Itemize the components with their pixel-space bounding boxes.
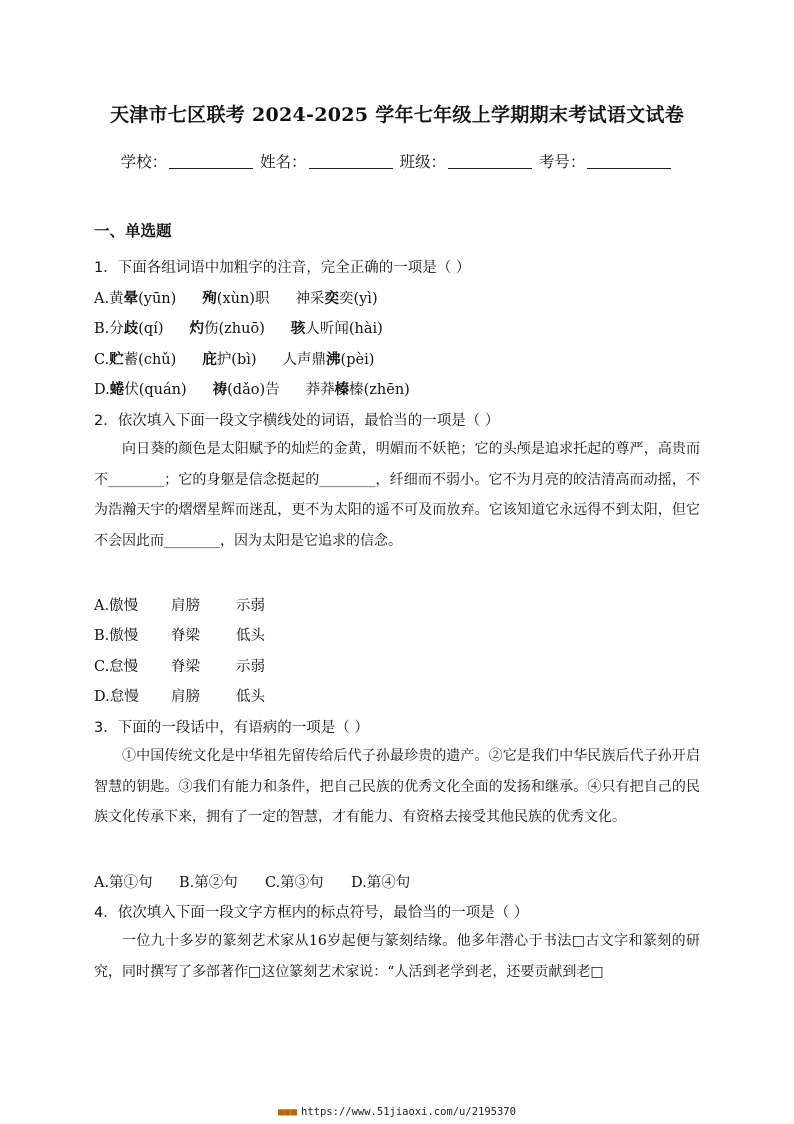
site-logo-icon: ■■■ (278, 1106, 298, 1118)
q4-passage: 一位九十多岁的篆刻艺术家从16岁起便与篆刻结缘。他多年潜心于书法□古文字和篆刻的研究，同时撰写了多部著作□这位篆刻艺术家说：“人活到老学到老，还要贡献到老□ (94, 933, 700, 980)
page-footer (0, 1106, 794, 1118)
q2-option-d (94, 685, 265, 706)
exam-no-blank[interactable] (587, 153, 671, 169)
q2d-word1: D.怠慢 (94, 689, 139, 705)
q1c-text: 人声鼎 (282, 352, 327, 368)
q3-option-b: B.第②句 (179, 875, 238, 891)
school-blank[interactable] (169, 153, 253, 169)
q1-stem: 1．下面各组词语中加粗字的注音，完全正确的一项是（ ） (94, 260, 471, 276)
q2d-word2: 肩膀 (171, 689, 200, 705)
q2b-word3: 低头 (236, 628, 265, 644)
q1c-bold: 沸 (326, 351, 341, 368)
q1a-text: (xùn)职 (216, 291, 270, 307)
q1d-bold: 蜷 (109, 381, 125, 398)
q2-option-a (94, 594, 265, 615)
q3-options (94, 871, 410, 892)
q3-option-a: A.第①句 (94, 875, 153, 891)
class-blank[interactable] (448, 153, 532, 169)
q1a-bold: 奕 (324, 290, 339, 307)
page-title: 天津市七区联考 2024-2025 学年七年级上学期期末考试语文试卷 (109, 104, 685, 126)
q1b-bold: 灼 (189, 320, 204, 337)
q1c-bold: 贮 (109, 351, 124, 368)
q3-passage: ①中国传统文化是中华祖先留传给后代子孙最珍贵的遗产。②它是我们中华民族后代子孙开启智慧的钥匙。③我们有能力和条件，把自己民族的优秀文化全面的发扬和继承。④只有把自己的民族文化传承下来，拥有了一定的智慧，才有能力、有资格去接受其他民族的优秀文化。 (94, 748, 700, 825)
name-blank[interactable] (309, 153, 393, 169)
q2-stem: 2．依次填入下面一段文字横线处的词语，最恰当的一项是（ ） (94, 413, 500, 429)
q1a-text: A.黄 (94, 291, 124, 307)
q1-option-b (94, 317, 383, 338)
q4-stem: 4．依次填入下面一段文字方框内的标点符号，最恰当的一项是（ ） (94, 905, 529, 921)
q1a-text: 奕(yì) (338, 291, 378, 307)
footer-url-link[interactable]: https://www.51jiaoxi.com/u/2195370 (301, 1106, 516, 1118)
q1b-text: (qí) (138, 321, 164, 337)
school-label: 学校： (120, 153, 168, 171)
q2-option-b (94, 624, 265, 645)
q1a-text: (yūn) (138, 291, 177, 307)
name-label: 姓名： (260, 153, 307, 171)
q1d-text: (dǎo)告 (227, 382, 280, 398)
q1b-bold: 骇 (290, 320, 306, 337)
q1d-bold: 祷 (212, 381, 228, 398)
class-label: 班级： (399, 153, 446, 171)
student-info-line (0, 150, 794, 172)
q1b-text: B.分 (94, 321, 124, 337)
q3-option-c: C.第③句 (265, 875, 324, 891)
q2c-word2: 脊梁 (171, 659, 200, 675)
q2c-word1: C.怠慢 (94, 659, 139, 675)
q1-option-d (94, 378, 410, 399)
q3-stem: 3．下面的一段话中，有语病的一项是（ ） (94, 720, 369, 736)
q1c-text: C. (94, 352, 110, 368)
q2a-word2: 肩膀 (171, 598, 200, 614)
q1a-text: 神采 (295, 291, 325, 307)
q1d-bold: 榛 (334, 381, 350, 398)
q3-option-d: D.第④句 (351, 875, 411, 891)
q1-option-a (94, 287, 378, 308)
q1b-text: 人听闻(hài) (305, 321, 383, 337)
exam-no-label: 考号： (538, 153, 586, 171)
q2-passage: 向日葵的颜色是太阳赋予的灿烂的金黄，明媚而不妖艳；它的头颅是追求托起的尊严，高贵而不________；它的身躯是信念挺起的________，纤细而不弱小。它不为月亮的皎洁清高而动摇，不为浩瀚天宇的熠熠星辉而迷乱，更不为太阳的遥不可及而放弃。它该知道它永远得不到太阳，但它不会因此而________，因为太阳是它追求的信念。 (94, 441, 700, 549)
q1d-text: D. (94, 382, 110, 398)
q2d-word3: 低头 (236, 689, 265, 705)
q2a-word1: A.傲慢 (94, 598, 139, 614)
q1c-text: 护(bì) (216, 352, 257, 368)
q1d-text: 榛(zhēn) (349, 382, 410, 398)
q1b-bold: 歧 (123, 320, 139, 337)
q2-option-c (94, 655, 265, 676)
q1a-bold: 晕 (123, 290, 139, 307)
q1c-bold: 庇 (202, 351, 217, 368)
q1a-bold: 殉 (202, 290, 217, 307)
q2a-word3: 示弱 (236, 598, 265, 614)
q2b-word2: 脊梁 (171, 628, 200, 644)
q1-option-c (94, 348, 374, 369)
q1c-text: 蓄(chǔ) (123, 352, 177, 368)
q1d-text: 伏(quán) (124, 382, 187, 398)
q1d-text: 莽莽 (305, 382, 335, 398)
q2c-word3: 示弱 (236, 659, 265, 675)
q1c-text: (pèi) (340, 352, 375, 368)
section-heading-single-choice: 一、单选题 (94, 222, 172, 240)
q2b-word1: B.傲慢 (94, 628, 139, 644)
q1b-text: 伤(zhuō) (204, 321, 265, 337)
